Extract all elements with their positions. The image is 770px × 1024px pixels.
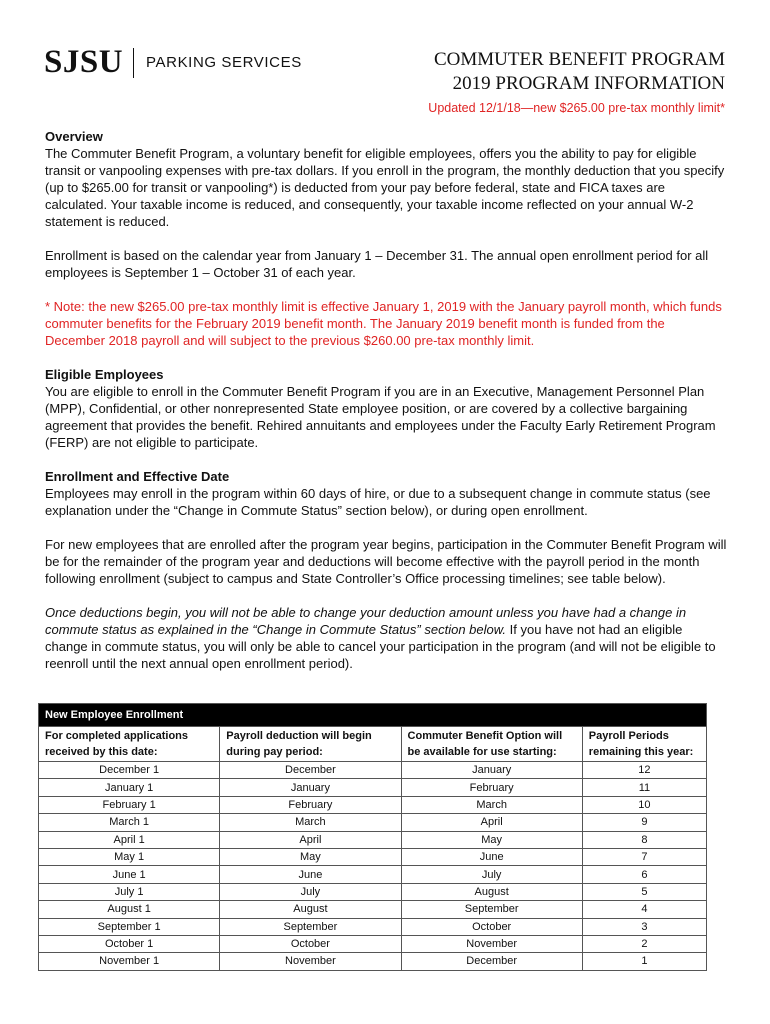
table-cell: 7 [582, 848, 706, 865]
enrollment-paragraph-2: For new employees that are enrolled after the program year begins, participation in the Commuter Benefit Program will be for the remainder of the program year and deductions will become effective with the payroll period in the month following enrollment (subject to campus and State Controller’s Office processing timelines; see table below). [45, 537, 727, 586]
logo-mark: SJSU [44, 44, 124, 80]
table-row [39, 762, 707, 779]
deduction-change-rest: If you have not had an eligible change in commute status, you will only be able to cancel your participation in the program (and will not be eligible to reenroll until the next annual open enrollment period). [45, 622, 716, 671]
column-header: Payroll Periods remaining this year: [582, 727, 706, 762]
table-cell: July [220, 883, 401, 900]
document-body [45, 128, 727, 672]
table-cell: June 1 [39, 866, 220, 883]
logo-subtitle: PARKING SERVICES [146, 54, 302, 71]
enrollment-effective-heading: Enrollment and Effective Date [45, 469, 230, 484]
table-cell: May 1 [39, 848, 220, 865]
table-cell: 11 [582, 779, 706, 796]
updated-note: Updated 12/1/18—new $265.00 pre-tax monthly limit* [428, 101, 725, 115]
column-header: Commuter Benefit Option will be available for use starting: [401, 727, 582, 762]
table-cell: December 1 [39, 762, 220, 779]
table-cell: February [401, 779, 582, 796]
table-cell: July 1 [39, 883, 220, 900]
enrollment-paragraph-1: Employees may enroll in the program within 60 days of hire, or due to a subsequent change in commute status (see explanation under the “Change in Commute Status” section below), or during open enrollment. [45, 486, 711, 518]
sjsu-logo [44, 44, 302, 81]
table-cell: 3 [582, 918, 706, 935]
table-cell: October 1 [39, 935, 220, 952]
table-cell: August [220, 901, 401, 918]
table-row [39, 796, 707, 813]
enrollment-period-paragraph: Enrollment is based on the calendar year from January 1 – December 31. The annual open enrollment period for all employees is September 1 – October 31 of each year. [45, 248, 709, 280]
table-cell: July [401, 866, 582, 883]
table-row [39, 953, 707, 970]
table-row [39, 848, 707, 865]
limit-note-paragraph: * Note: the new $265.00 pre-tax monthly limit is effective January 1, 2019 with the January payroll month, which funds commuter benefits for the February 2019 benefit month. The January 2019 benefit month is funded from the December 2018 payroll and will subject to the previous $260.00 pre-tax monthly limit. [45, 299, 722, 348]
table-cell: 9 [582, 814, 706, 831]
document-subtitle: 2019 PROGRAM INFORMATION [452, 73, 725, 94]
table-cell: February 1 [39, 796, 220, 813]
table-cell: October [401, 918, 582, 935]
new-employee-enrollment-table [38, 703, 707, 971]
table-cell: March 1 [39, 814, 220, 831]
table-cell: March [220, 814, 401, 831]
table-cell: 2 [582, 935, 706, 952]
table-row [39, 814, 707, 831]
eligible-paragraph: You are eligible to enroll in the Commuter Benefit Program if you are in an Executive, Management Personnel Plan (MPP), Confidential, or other nonrepresented State employee position, or are covered by a collective bargaining agreement that provides the benefit. Rehired annuitants and employees under the Faculty Early Retirement Program (FERP) are not eligible to participate. [45, 384, 716, 450]
table-cell: August 1 [39, 901, 220, 918]
table-row [39, 866, 707, 883]
table-cell: 12 [582, 762, 706, 779]
table-cell: October [220, 935, 401, 952]
table-cell: June [401, 848, 582, 865]
column-header: Payroll deduction will begin during pay period: [220, 727, 401, 762]
table-cell: November [220, 953, 401, 970]
table-cell: 5 [582, 883, 706, 900]
table-cell: May [220, 848, 401, 865]
table-cell: December [401, 953, 582, 970]
table-cell: March [401, 796, 582, 813]
table-cell: April 1 [39, 831, 220, 848]
enrollment-paragraph-3 [45, 604, 727, 672]
table-caption: New Employee Enrollment [39, 704, 707, 727]
table-cell: January [220, 779, 401, 796]
table-cell: 6 [582, 866, 706, 883]
table-cell: December [220, 762, 401, 779]
table-cell: November 1 [39, 953, 220, 970]
table-row [39, 918, 707, 935]
table-cell: 1 [582, 953, 706, 970]
table-row [39, 883, 707, 900]
table-cell: September [220, 918, 401, 935]
overview-heading: Overview [45, 129, 103, 144]
table-cell: November [401, 935, 582, 952]
table-cell: April [220, 831, 401, 848]
eligible-heading: Eligible Employees [45, 367, 164, 382]
table-row [39, 901, 707, 918]
table-cell: June [220, 866, 401, 883]
table-cell: September 1 [39, 918, 220, 935]
title-block [428, 48, 725, 118]
table-row [39, 935, 707, 952]
table-cell: August [401, 883, 582, 900]
deduction-change-italic: Once deductions begin, you will not be able to change your deduction amount unless you have had a change in commute status as explained in the “Change in Commute Status” section below. [45, 605, 687, 637]
column-header: For completed applications received by this date: [39, 727, 220, 762]
overview-paragraph: The Commuter Benefit Program, a voluntary benefit for eligible employees, offers you the ability to pay for eligible transit or vanpooling expenses with pre-tax dollars. If you enroll in the program, the monthly deduction that you specify (up to $265.00 for transit or vanpooling*) is deducted from your pay before federal, state and FICA taxes are calculated. Your taxable income is reduced, and consequently, your taxable income reflected on your annual W-2 statement is reduced. [45, 146, 725, 229]
table-cell: February [220, 796, 401, 813]
table-cell: 10 [582, 796, 706, 813]
table-cell: 8 [582, 831, 706, 848]
document-title: COMMUTER BENEFIT PROGRAM [433, 49, 725, 70]
logo-divider [133, 48, 134, 78]
table-row [39, 779, 707, 796]
table-row [39, 831, 707, 848]
table-cell: May [401, 831, 582, 848]
table-cell: January 1 [39, 779, 220, 796]
table-cell: 4 [582, 901, 706, 918]
table-cell: September [401, 901, 582, 918]
table-cell: January [401, 762, 582, 779]
table-cell: April [401, 814, 582, 831]
